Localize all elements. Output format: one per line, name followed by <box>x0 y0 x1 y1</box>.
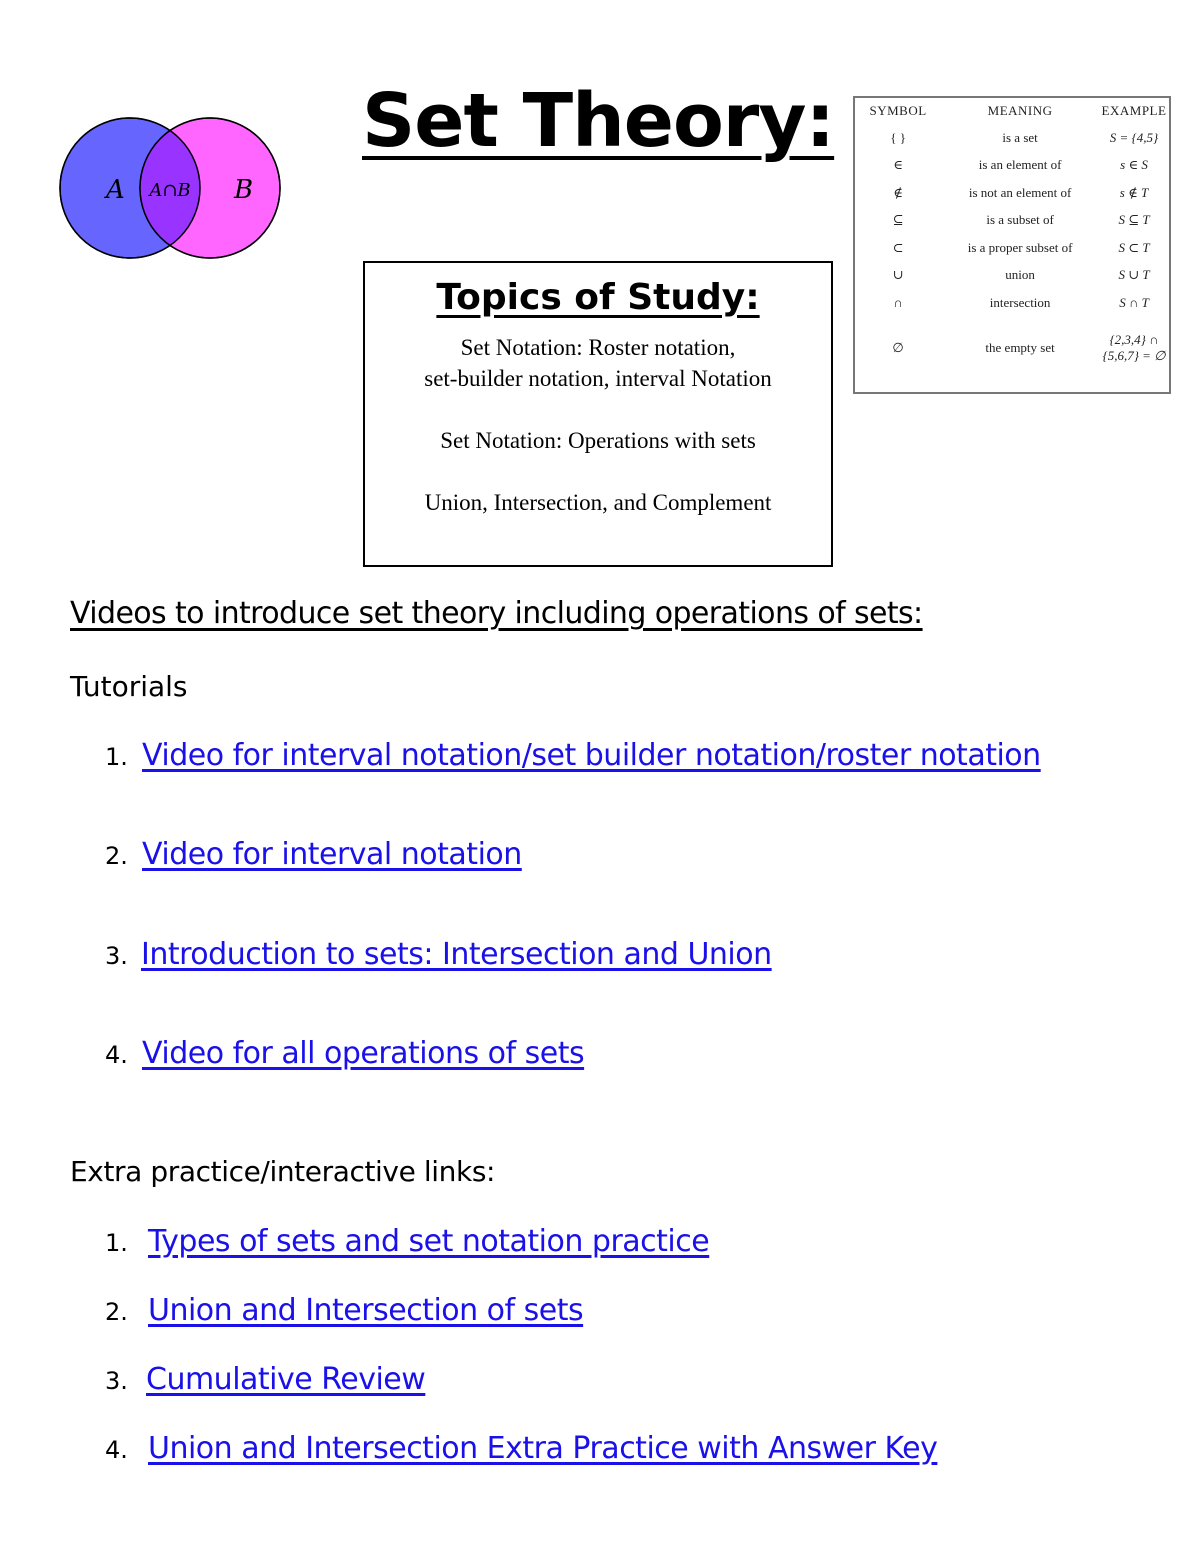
symbol-cell: ∪ <box>892 267 904 283</box>
list-number: 4. <box>105 1041 128 1069</box>
table-row <box>855 317 1169 379</box>
table-row <box>855 234 1169 262</box>
symbol-cell: { } <box>890 129 906 145</box>
list-number: 1. <box>105 1229 128 1257</box>
symbol-cell: ∉ <box>893 184 903 200</box>
example-cell: S = {4,5} <box>1109 129 1159 145</box>
set-a-label: A <box>106 175 125 205</box>
list-item <box>105 1362 425 1397</box>
list-number: 3. <box>105 1367 128 1395</box>
intersection-label: A∩B <box>149 180 191 201</box>
column-header: MEANING <box>987 103 1053 118</box>
meaning-cell: is an element of <box>978 157 1062 173</box>
meaning-cell: union <box>1005 267 1035 283</box>
symbol-cell: ⊆ <box>892 212 904 228</box>
table-row <box>855 262 1169 290</box>
list-item <box>105 937 772 972</box>
topic-line: set-builder notation, interval Notation <box>424 366 772 391</box>
list-item <box>105 837 522 872</box>
list-item <box>105 738 1041 773</box>
topic-line: Set Notation: Operations with sets <box>440 428 756 453</box>
symbol-table <box>853 96 1171 394</box>
practice-link-extra-practice[interactable]: Union and Intersection Extra Practice with Answer Key <box>148 1431 938 1466</box>
example-cell: s ∈ S <box>1120 157 1148 173</box>
list-item <box>105 1293 583 1328</box>
practice-link-union-intersection[interactable]: Union and Intersection of sets <box>148 1293 584 1328</box>
meaning-cell: intersection <box>989 294 1051 310</box>
example-cell: s ∉ T <box>1119 184 1149 200</box>
practice-link-types-of-sets[interactable]: Types of sets and set notation practice <box>148 1224 710 1259</box>
video-link-notation[interactable]: Video for interval notation/set builder notation/roster notation <box>142 738 1041 773</box>
meaning-cell: is a subset of <box>986 212 1054 228</box>
column-header: SYMBOL <box>869 103 927 118</box>
topic-line: Union, Intersection, and Complement <box>424 490 772 515</box>
example-cell: {2,3,4} ∩ {5,6,7} = ∅ <box>1102 331 1166 363</box>
list-number: 2. <box>105 842 128 870</box>
table-row <box>855 179 1169 207</box>
video-link-operations[interactable]: Video for all operations of sets <box>142 1036 585 1071</box>
table-row <box>855 289 1169 317</box>
example-cell: S ∪ T <box>1118 267 1150 283</box>
topics-box <box>363 261 833 567</box>
symbol-cell: ∅ <box>892 339 904 355</box>
column-header: EXAMPLE <box>1101 103 1167 118</box>
table-row <box>855 152 1169 180</box>
list-item <box>105 1431 937 1466</box>
symbol-cell: ∈ <box>893 157 903 173</box>
list-number: 2. <box>105 1298 128 1326</box>
set-b-label: B <box>234 175 254 205</box>
practice-link-cumulative-review[interactable]: Cumulative Review <box>146 1362 426 1397</box>
extra-practice-label: Extra practice/interactive links: <box>70 1155 496 1188</box>
meaning-cell: is a proper subset of <box>967 239 1073 255</box>
topic-line: Set Notation: Roster notation, <box>460 335 736 360</box>
list-number: 1. <box>105 743 128 771</box>
page-title: Set Theory: <box>362 78 835 164</box>
symbol-cell: ⊂ <box>892 239 904 255</box>
symbol-cell: ∩ <box>893 294 903 310</box>
example-cell: S ∩ T <box>1119 294 1149 310</box>
example-cell: S ⊆ T <box>1118 212 1150 228</box>
list-number: 4. <box>105 1436 128 1464</box>
example-cell: S ⊂ T <box>1118 239 1150 255</box>
topics-heading: Topics of Study: <box>436 277 760 318</box>
list-item <box>105 1224 709 1259</box>
table-row <box>855 207 1169 235</box>
meaning-cell: the empty set <box>985 339 1055 355</box>
table-row <box>855 124 1169 152</box>
list-item <box>105 1036 584 1071</box>
venn-diagram <box>58 110 288 268</box>
video-link-interval[interactable]: Video for interval notation <box>142 837 522 872</box>
videos-heading: Videos to introduce set theory including operations of sets: <box>70 596 923 631</box>
tutorials-label: Tutorials <box>70 670 188 703</box>
video-link-intro-sets[interactable]: Introduction to sets: Intersection and Union <box>141 937 772 972</box>
meaning-cell: is a set <box>1002 129 1038 145</box>
meaning-cell: is not an element of <box>968 184 1072 200</box>
list-number: 3. <box>105 942 128 970</box>
symbol-table-header-row <box>855 98 1169 124</box>
